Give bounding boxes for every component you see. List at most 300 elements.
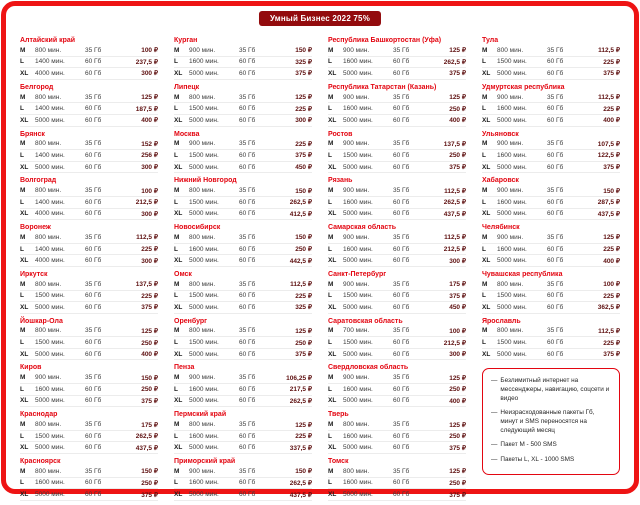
data-value: 35 Гб xyxy=(85,46,102,54)
tariff-row xyxy=(328,372,466,384)
price-value: 225 ₽ xyxy=(603,58,620,66)
plan-label: L xyxy=(482,105,486,113)
price-value: 300 ₽ xyxy=(141,70,158,78)
tariff-row xyxy=(174,372,312,384)
plan-label: M xyxy=(328,233,334,241)
tariff-row xyxy=(328,92,466,104)
minutes-value: 800 мин. xyxy=(35,233,62,241)
minutes-value: 1500 мин. xyxy=(343,151,373,159)
price-value: 337,5 ₽ xyxy=(289,444,312,452)
region-block xyxy=(174,177,312,220)
plan-label: M xyxy=(482,46,488,54)
minutes-value: 5000 мин. xyxy=(343,350,373,358)
price-value: 100 ₽ xyxy=(449,327,466,335)
region-block xyxy=(174,224,312,267)
plan-label: XL xyxy=(174,491,183,499)
plan-label: L xyxy=(482,339,486,347)
region-block xyxy=(174,84,312,127)
legend-dash: — xyxy=(491,377,498,385)
data-value: 60 Гб xyxy=(393,479,410,487)
region-name: Алтайский край xyxy=(20,37,76,44)
price-value: 125 ₽ xyxy=(449,468,466,476)
plan-label: M xyxy=(482,280,488,288)
minutes-value: 900 мин. xyxy=(497,233,524,241)
data-value: 60 Гб xyxy=(239,257,256,265)
plan-label: M xyxy=(20,467,26,475)
minutes-value: 900 мин. xyxy=(343,233,370,241)
data-value: 35 Гб xyxy=(85,327,102,335)
tariff-row xyxy=(20,326,158,338)
data-value: 60 Гб xyxy=(393,163,410,171)
price-value: 150 ₽ xyxy=(295,234,312,242)
region-name: Курган xyxy=(174,37,198,44)
price-value: 237,5 ₽ xyxy=(135,58,158,66)
minutes-value: 1600 мин. xyxy=(343,479,373,487)
minutes-value: 1600 мин. xyxy=(189,385,219,393)
minutes-value: 1400 мин. xyxy=(35,151,65,159)
region-block xyxy=(20,224,158,267)
minutes-value: 800 мин. xyxy=(497,327,524,335)
price-value: 437,5 ₽ xyxy=(289,491,312,499)
price-value: 250 ₽ xyxy=(449,433,466,441)
data-value: 60 Гб xyxy=(393,116,410,124)
data-value: 60 Гб xyxy=(239,69,256,77)
price-value: 375 ₽ xyxy=(449,70,466,78)
tariff-row xyxy=(328,396,466,408)
tariff-row xyxy=(20,139,158,151)
tariff-row xyxy=(20,478,158,490)
plan-label: M xyxy=(20,140,26,148)
region-block xyxy=(482,224,620,267)
plan-label: XL xyxy=(20,116,29,124)
region-block xyxy=(482,131,620,174)
tariff-row xyxy=(328,162,466,174)
data-value: 60 Гб xyxy=(239,491,256,499)
region-block xyxy=(328,318,466,361)
region-name: Тверь xyxy=(328,411,349,419)
data-value: 60 Гб xyxy=(85,257,102,265)
data-value: 60 Гб xyxy=(85,479,102,487)
data-value: 35 Гб xyxy=(239,187,256,195)
minutes-value: 5000 мин. xyxy=(189,397,219,405)
tariff-row xyxy=(20,291,158,303)
tariff-row xyxy=(20,150,158,162)
price-value: 125 ₽ xyxy=(449,47,466,55)
tariff-row xyxy=(482,139,620,151)
plan-label: XL xyxy=(328,257,337,265)
minutes-value: 1500 мин. xyxy=(497,58,527,66)
price-value: 300 ₽ xyxy=(141,257,158,265)
plan-label: XL xyxy=(482,257,491,265)
minutes-value: 1500 мин. xyxy=(497,292,527,300)
tariff-row xyxy=(174,326,312,338)
plan-label: M xyxy=(482,93,488,101)
region-block xyxy=(174,458,312,501)
data-value: 60 Гб xyxy=(547,350,564,358)
price-value: 100 ₽ xyxy=(141,187,158,195)
tariff-row xyxy=(482,92,620,104)
minutes-value: 5000 мин. xyxy=(497,116,527,124)
region-block xyxy=(328,84,466,127)
price-value: 375 ₽ xyxy=(141,491,158,499)
region-block xyxy=(20,177,158,220)
region-block xyxy=(20,37,158,80)
price-value: 217,5 ₽ xyxy=(289,386,312,394)
plan-label: L xyxy=(174,198,178,206)
tariff-row xyxy=(174,57,312,69)
data-value: 35 Гб xyxy=(85,467,102,475)
minutes-value: 900 мин. xyxy=(343,46,370,54)
data-value: 60 Гб xyxy=(393,397,410,405)
plan-label: M xyxy=(482,187,488,195)
tariff-row xyxy=(20,384,158,396)
minutes-value: 800 мин. xyxy=(343,421,370,429)
minutes-value: 5000 мин. xyxy=(189,163,219,171)
tariff-row xyxy=(328,244,466,256)
tariff-row xyxy=(174,197,312,209)
data-value: 60 Гб xyxy=(239,245,256,253)
data-value: 60 Гб xyxy=(393,303,410,311)
price-value: 250 ₽ xyxy=(449,479,466,487)
tariff-row xyxy=(328,349,466,361)
tariff-row xyxy=(328,103,466,115)
price-value: 375 ₽ xyxy=(449,164,466,172)
data-value: 60 Гб xyxy=(239,292,256,300)
data-value: 35 Гб xyxy=(393,93,410,101)
plan-label: XL xyxy=(20,397,29,405)
data-value: 60 Гб xyxy=(239,105,256,113)
data-value: 60 Гб xyxy=(547,198,564,206)
price-value: 300 ₽ xyxy=(449,257,466,265)
price-value: 112,5 ₽ xyxy=(598,47,620,55)
plan-label: L xyxy=(20,58,24,66)
price-value: 125 ₽ xyxy=(449,374,466,382)
data-value: 35 Гб xyxy=(547,280,564,288)
plan-label: L xyxy=(482,198,486,206)
minutes-value: 1600 мин. xyxy=(35,385,65,393)
data-value: 60 Гб xyxy=(85,350,102,358)
tariff-row xyxy=(20,57,158,69)
plan-label: XL xyxy=(328,163,337,171)
minutes-value: 5000 мин. xyxy=(343,116,373,124)
minutes-value: 900 мин. xyxy=(189,467,216,475)
minutes-value: 1500 мин. xyxy=(189,151,219,159)
tariff-row xyxy=(174,244,312,256)
minutes-value: 1600 мин. xyxy=(343,198,373,206)
region-block xyxy=(328,271,466,314)
region-name: Омск xyxy=(174,270,192,278)
plan-label: M xyxy=(174,327,180,335)
tariff-row xyxy=(20,68,158,80)
data-value: 60 Гб xyxy=(393,245,410,253)
plan-label: M xyxy=(174,421,180,429)
plan-label: XL xyxy=(482,210,491,218)
region-block xyxy=(328,411,466,454)
region-name: Чувашская республика xyxy=(482,270,563,278)
tariff-row xyxy=(174,232,312,244)
minutes-value: 800 мин. xyxy=(189,187,216,195)
minutes-value: 1500 мин. xyxy=(35,432,65,440)
tariff-row xyxy=(174,162,312,174)
plan-label: M xyxy=(328,187,334,195)
data-value: 60 Гб xyxy=(85,210,102,218)
minutes-value: 5000 мин. xyxy=(343,491,373,499)
data-value: 35 Гб xyxy=(393,46,410,54)
data-value: 60 Гб xyxy=(85,444,102,452)
plan-label: XL xyxy=(328,210,337,218)
plan-label: L xyxy=(20,385,24,393)
tariff-row xyxy=(174,103,312,115)
price-value: 125 ₽ xyxy=(295,94,312,102)
region-block xyxy=(20,131,158,174)
legend-text: Пакет M - 500 SMS xyxy=(500,441,557,449)
minutes-value: 5000 мин. xyxy=(189,444,219,452)
plan-label: M xyxy=(20,374,26,382)
region-name: Москва xyxy=(174,130,200,138)
data-value: 35 Гб xyxy=(547,46,564,54)
price-value: 262,5 ₽ xyxy=(289,199,312,207)
data-value: 35 Гб xyxy=(239,280,256,288)
tariff-row xyxy=(328,466,466,478)
tariff-row xyxy=(482,337,620,349)
tariff-row xyxy=(328,57,466,69)
plan-label: L xyxy=(20,479,24,487)
minutes-value: 5000 мин. xyxy=(35,163,65,171)
plan-label: XL xyxy=(174,257,183,265)
minutes-value: 800 мин. xyxy=(35,46,62,54)
data-value: 60 Гб xyxy=(393,444,410,452)
data-value: 60 Гб xyxy=(393,105,410,113)
region-block xyxy=(174,318,312,361)
data-value: 60 Гб xyxy=(239,479,256,487)
price-value: 375 ₽ xyxy=(295,70,312,78)
minutes-value: 1400 мин. xyxy=(35,245,65,253)
price-value: 250 ₽ xyxy=(295,339,312,347)
plan-label: L xyxy=(20,292,24,300)
region-block xyxy=(174,271,312,314)
plan-label: XL xyxy=(174,397,183,405)
legend-dash: — xyxy=(491,441,498,449)
plan-label: M xyxy=(328,280,334,288)
price-value: 112,5 ₽ xyxy=(598,94,620,102)
minutes-value: 4000 мин. xyxy=(35,257,65,265)
region-name: Самарская область xyxy=(328,224,396,232)
plan-label: L xyxy=(328,339,332,347)
tariff-row xyxy=(482,57,620,69)
price-value: 150 ₽ xyxy=(295,187,312,195)
price-value: 262,5 ₽ xyxy=(443,58,466,66)
plan-label: L xyxy=(328,245,332,253)
plan-label: XL xyxy=(20,69,29,77)
region-block xyxy=(20,271,158,314)
price-value: 150 ₽ xyxy=(603,187,620,195)
price-value: 150 ₽ xyxy=(141,374,158,382)
region-name: Йошкар-Ола xyxy=(20,317,63,325)
region-name: Ростов xyxy=(328,130,353,138)
price-value: 225 ₽ xyxy=(295,140,312,148)
tariff-row xyxy=(20,442,158,454)
region-name: Воронеж xyxy=(20,224,51,232)
minutes-value: 5000 мин. xyxy=(343,397,373,405)
plan-label: L xyxy=(328,58,332,66)
minutes-value: 4000 мин. xyxy=(35,69,65,77)
minutes-value: 5000 мин. xyxy=(189,116,219,124)
price-value: 262,5 ₽ xyxy=(443,199,466,207)
regions-column-1 xyxy=(20,37,158,505)
legend-dash: — xyxy=(491,455,498,463)
minutes-value: 800 мин. xyxy=(35,467,62,475)
plan-label: XL xyxy=(174,116,183,124)
plan-label: M xyxy=(174,140,180,148)
data-value: 35 Гб xyxy=(393,140,410,148)
minutes-value: 800 мин. xyxy=(189,327,216,335)
plan-label: L xyxy=(328,479,332,487)
plan-label: XL xyxy=(482,116,491,124)
plan-label: M xyxy=(20,421,26,429)
minutes-value: 5000 мин. xyxy=(343,257,373,265)
region-name: Киров xyxy=(20,364,42,372)
tariff-row xyxy=(328,197,466,209)
plan-label: XL xyxy=(174,444,183,452)
minutes-value: 800 мин. xyxy=(497,280,524,288)
price-value: 400 ₽ xyxy=(449,117,466,125)
minutes-value: 1400 мин. xyxy=(35,58,65,66)
data-value: 60 Гб xyxy=(393,339,410,347)
minutes-value: 1400 мин. xyxy=(35,105,65,113)
plan-label: M xyxy=(482,233,488,241)
tariff-row xyxy=(174,489,312,501)
price-value: 400 ₽ xyxy=(141,117,158,125)
minutes-value: 5000 мин. xyxy=(497,257,527,265)
price-value: 437,5 ₽ xyxy=(135,444,158,452)
minutes-value: 5000 мин. xyxy=(35,303,65,311)
region-name: Краснодар xyxy=(20,411,58,419)
tariff-row xyxy=(328,279,466,291)
plan-label: L xyxy=(328,432,332,440)
price-value: 250 ₽ xyxy=(449,386,466,394)
price-value: 412,5 ₽ xyxy=(289,210,312,218)
tariff-row xyxy=(174,291,312,303)
region-name: Оренбург xyxy=(174,317,208,325)
data-value: 35 Гб xyxy=(85,93,102,101)
price-value: 250 ₽ xyxy=(295,246,312,254)
minutes-value: 5000 мин. xyxy=(189,257,219,265)
price-value: 125 ₽ xyxy=(449,421,466,429)
plan-label: L xyxy=(174,292,178,300)
plan-label: L xyxy=(482,245,486,253)
tariff-row xyxy=(482,103,620,115)
legend-dash: — xyxy=(491,409,498,417)
minutes-value: 1500 мин. xyxy=(189,198,219,206)
price-value: 375 ₽ xyxy=(603,70,620,78)
tariff-row xyxy=(482,349,620,361)
data-value: 35 Гб xyxy=(393,374,410,382)
tariff-row xyxy=(20,349,158,361)
data-value: 35 Гб xyxy=(85,280,102,288)
tariff-row xyxy=(328,139,466,151)
plan-label: L xyxy=(482,292,486,300)
minutes-value: 1600 мин. xyxy=(189,432,219,440)
data-value: 35 Гб xyxy=(85,421,102,429)
price-value: 262,5 ₽ xyxy=(289,479,312,487)
minutes-value: 5000 мин. xyxy=(497,303,527,311)
data-value: 60 Гб xyxy=(547,245,564,253)
data-value: 60 Гб xyxy=(547,69,564,77)
price-value: 375 ₽ xyxy=(603,351,620,359)
price-value: 112,5 ₽ xyxy=(598,327,620,335)
tariff-row xyxy=(482,45,620,57)
price-value: 122,5 ₽ xyxy=(597,152,620,160)
plan-label: XL xyxy=(174,350,183,358)
region-name: Тула xyxy=(482,37,499,44)
minutes-value: 900 мин. xyxy=(35,374,62,382)
data-value: 60 Гб xyxy=(85,397,102,405)
minutes-value: 1500 мин. xyxy=(35,339,65,347)
tariff-row xyxy=(20,209,158,221)
price-value: 300 ₽ xyxy=(449,351,466,359)
price-value: 437,5 ₽ xyxy=(597,210,620,218)
minutes-value: 5000 мин. xyxy=(189,69,219,77)
tariff-row xyxy=(20,431,158,443)
minutes-value: 5000 мин. xyxy=(189,210,219,218)
data-value: 35 Гб xyxy=(547,140,564,148)
price-value: 225 ₽ xyxy=(603,246,620,254)
legend-box xyxy=(482,368,620,474)
minutes-value: 1600 мин. xyxy=(343,105,373,113)
data-value: 60 Гб xyxy=(85,491,102,499)
minutes-value: 5000 мин. xyxy=(343,163,373,171)
plan-label: M xyxy=(328,374,334,382)
region-name: Иркутск xyxy=(20,270,48,278)
plan-label: M xyxy=(482,140,488,148)
data-value: 35 Гб xyxy=(239,46,256,54)
plan-label: XL xyxy=(328,116,337,124)
tariff-row xyxy=(328,255,466,267)
region-name: Челябинск xyxy=(482,224,520,232)
tariff-row xyxy=(482,115,620,127)
region-block xyxy=(328,364,466,407)
plan-label: XL xyxy=(174,163,183,171)
data-value: 60 Гб xyxy=(85,198,102,206)
tariff-row xyxy=(482,185,620,197)
data-value: 60 Гб xyxy=(85,432,102,440)
region-block xyxy=(482,37,620,80)
tariff-row xyxy=(20,92,158,104)
plan-label: XL xyxy=(20,350,29,358)
price-value: 125 ₽ xyxy=(295,421,312,429)
tariff-row xyxy=(482,197,620,209)
price-value: 137,5 ₽ xyxy=(443,140,466,148)
price-value: 250 ₽ xyxy=(449,105,466,113)
tariff-row xyxy=(174,466,312,478)
tariff-row xyxy=(328,115,466,127)
price-value: 225 ₽ xyxy=(603,339,620,347)
price-value: 112,5 ₽ xyxy=(290,281,312,289)
tariff-row xyxy=(20,197,158,209)
tariff-row xyxy=(20,255,158,267)
tariff-row xyxy=(482,209,620,221)
tariff-row xyxy=(20,396,158,408)
price-value: 262,5 ₽ xyxy=(135,433,158,441)
price-value: 450 ₽ xyxy=(449,304,466,312)
minutes-value: 5000 мин. xyxy=(35,491,65,499)
data-value: 35 Гб xyxy=(547,187,564,195)
tariff-row xyxy=(328,419,466,431)
minutes-value: 1500 мин. xyxy=(497,339,527,347)
plan-label: L xyxy=(482,58,486,66)
tariff-row xyxy=(328,232,466,244)
price-value: 437,5 ₽ xyxy=(443,210,466,218)
